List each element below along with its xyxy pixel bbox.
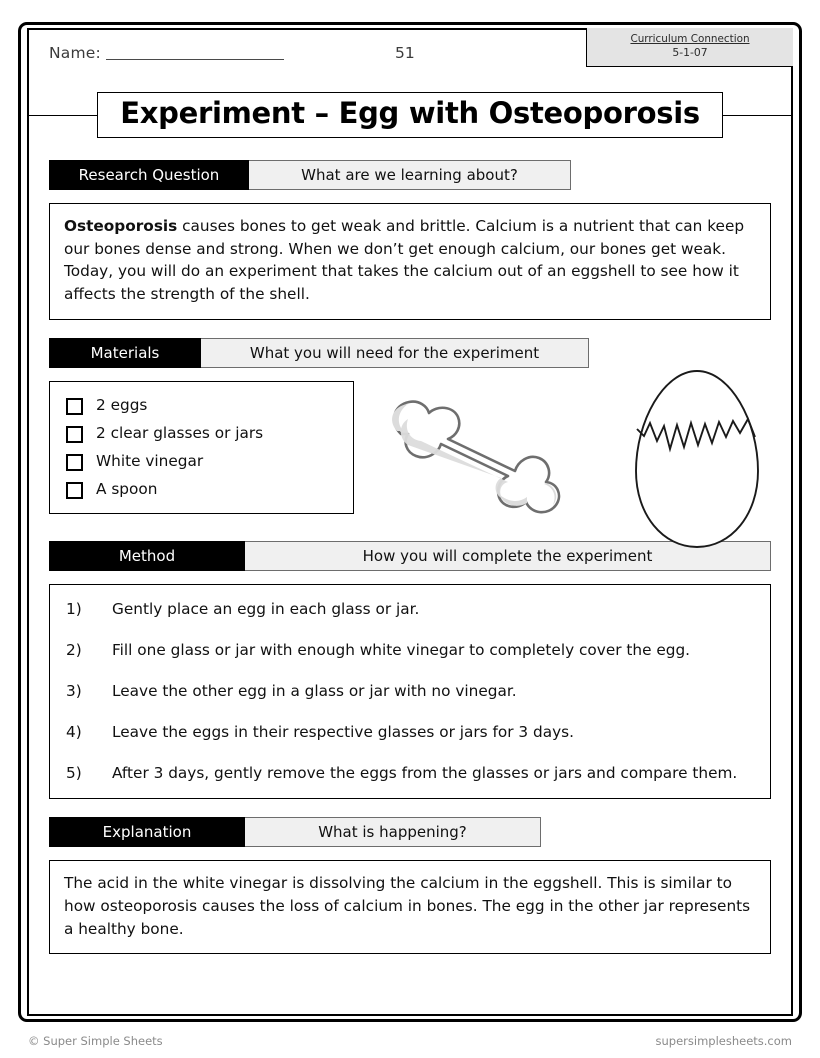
step-number: 3) — [66, 681, 82, 700]
list-item — [66, 598, 754, 620]
curriculum-connection-title: Curriculum Connection — [630, 33, 750, 45]
material-label: A spoon — [96, 479, 158, 498]
worksheet-header — [27, 28, 793, 84]
list-item — [66, 762, 754, 784]
worksheet-content — [27, 28, 793, 1016]
research-question-text: causes bones to get weak and brittle. Calcium is a nutrient that can keep our bones dense and strong. When we don’t get enough calcium, our bones get weak. Today, you will do an experiment that takes the calcium out of an eggshell to see how it affects the strength of the shell. — [64, 217, 745, 303]
section-header-research-question — [49, 160, 793, 190]
section-label-method: Method — [49, 541, 245, 571]
section-subtitle-materials: What you will need for the experiment — [201, 338, 589, 368]
research-question-paragraph — [64, 215, 756, 306]
list-item[interactable] — [50, 447, 353, 475]
cracked-egg-icon — [612, 363, 782, 558]
footer-website: supersimplesheets.com — [655, 1034, 792, 1048]
materials-zone — [27, 381, 793, 541]
section-label-research-question: Research Question — [49, 160, 249, 190]
explanation-paragraph: The acid in the white vinegar is dissolving the calcium in the eggshell. This is similar to how osteoporosis causes the loss of calcium in bones. The egg in the other jar represents a healthy bone. — [64, 874, 751, 938]
step-number: 2) — [66, 640, 82, 659]
name-field-row — [49, 44, 284, 62]
bone-icon — [367, 387, 582, 527]
curriculum-connection-code: 5-1-07 — [672, 46, 708, 59]
step-text: After 3 days, gently remove the eggs from the glasses or jars and compare them. — [112, 764, 738, 783]
title-rule-right — [723, 115, 793, 116]
step-text: Leave the other egg in a glass or jar with no vinegar. — [112, 681, 517, 700]
name-input-blank[interactable] — [106, 59, 284, 60]
page-title-box — [97, 92, 723, 137]
section-label-explanation: Explanation — [49, 817, 245, 847]
checkbox-icon[interactable] — [66, 398, 79, 411]
list-item — [66, 639, 754, 661]
step-text: Fill one glass or jar with enough white vinegar to completely cover the egg. — [112, 640, 691, 659]
title-band — [27, 84, 793, 146]
section-label-materials: Materials — [49, 338, 201, 368]
step-text: Gently place an egg in each glass or jar. — [112, 599, 420, 618]
research-question-keyword: Osteoporosis — [64, 217, 178, 235]
title-rule-left — [27, 115, 97, 116]
page-footer — [18, 1034, 802, 1048]
research-question-body-box — [49, 203, 771, 320]
checkbox-icon[interactable] — [66, 482, 79, 495]
list-item — [66, 721, 754, 743]
name-label: Name: — [49, 44, 101, 62]
method-steps-box — [49, 584, 771, 800]
step-number: 1) — [66, 599, 82, 618]
section-subtitle-research-question: What are we learning about? — [249, 160, 571, 190]
materials-checklist-box — [49, 381, 354, 514]
material-label: 2 eggs — [96, 395, 148, 414]
step-number: 4) — [66, 723, 82, 742]
material-label: 2 clear glasses or jars — [96, 423, 264, 442]
section-subtitle-explanation: What is happening? — [245, 817, 541, 847]
step-number: 5) — [66, 764, 82, 783]
list-item — [66, 680, 754, 702]
list-item[interactable] — [50, 475, 353, 503]
list-item[interactable] — [50, 391, 353, 419]
footer-copyright: © Super Simple Sheets — [28, 1034, 163, 1048]
section-subtitle-method: How you will complete the experiment — [245, 541, 771, 571]
section-header-explanation — [49, 817, 793, 847]
explanation-body-box — [49, 860, 771, 954]
material-label: White vinegar — [96, 451, 204, 470]
page-title: Experiment – Egg with Osteoporosis — [120, 96, 700, 131]
curriculum-connection-box — [586, 28, 793, 67]
checkbox-icon[interactable] — [66, 426, 79, 439]
list-item[interactable] — [50, 419, 353, 447]
checkbox-icon[interactable] — [66, 454, 79, 467]
page-number: 51 — [395, 44, 415, 62]
step-text: Leave the eggs in their respective glasses or jars for 3 days. — [112, 723, 574, 742]
